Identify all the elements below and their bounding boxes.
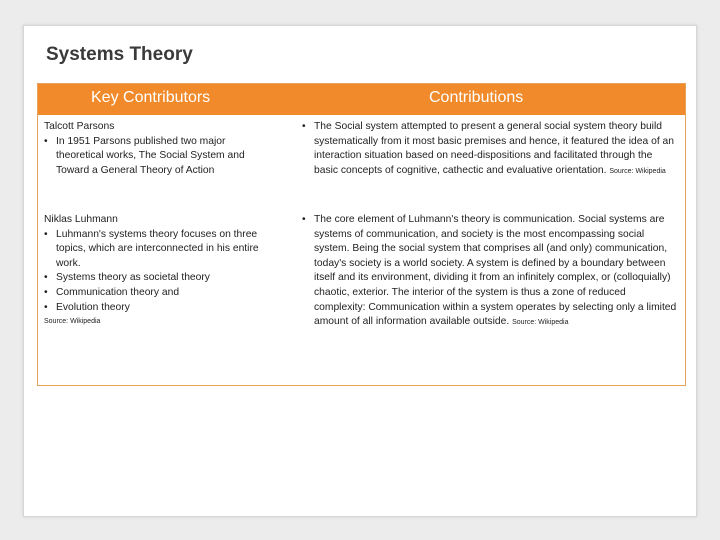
row1-contributor-cell: [44, 120, 272, 178]
bullet-item: • Luhmann's systems theory focuses on three topics, which are interconnected in his entire work.: [44, 228, 272, 272]
source-note: Source: Wikipedia: [44, 318, 101, 326]
table-header: [38, 84, 685, 115]
bullet-item: • In 1951 Parsons published two major theoretical works, The Social System and Toward a General Theory of Action: [44, 135, 272, 179]
contribution-bullets: [302, 120, 678, 179]
contributor-bullets: [44, 135, 272, 179]
header-key-contributors: Key Contributors: [91, 89, 211, 106]
contribution-text: The core element of Luhmann's theory is communication. Social systems are systems of communication, and society is the most encompassing social system. Being the social system that comprises all (and only) communication, today's society is a world society. A system is defined by a boundary between itself and its environment, dividing it from an infinitely complex, or (colloquially) chaotic, exterior. The interior of the system is thus a zone of reduced complexity: Communication within a system operates by selecting only a limited amount of all information available outside.: [314, 214, 677, 328]
source-note: Source: Wikipedia: [512, 319, 569, 327]
contributor-bullets: [44, 228, 272, 316]
contributors-table: [37, 83, 686, 386]
bullet-item: • Evolution theory: [44, 301, 272, 316]
header-contributions: Contributions: [429, 89, 524, 106]
contribution-bullets: [302, 213, 678, 331]
source-note: Source: Wikipedia: [609, 167, 666, 175]
bullet-item: [302, 120, 678, 179]
contribution-text: The Social system attempted to present a general social system theory build systematically from it most basic premises and hence, it featured the idea of an interaction situation based on need-dispositions and facilitated through the basic concepts of cognitive, cathectic and evaluative orientation.: [314, 121, 674, 176]
contributor-name: Talcott Parsons: [44, 121, 115, 132]
page-title: Systems Theory: [46, 44, 193, 65]
bullet-item: [302, 213, 678, 331]
slide: [23, 25, 697, 517]
bullet-item: • Systems theory as societal theory: [44, 271, 272, 286]
row2-contributor-cell: [44, 213, 272, 330]
contributor-name: Niklas Luhmann: [44, 214, 118, 225]
row1-contribution-cell: [302, 120, 678, 179]
row2-contribution-cell: [302, 213, 678, 331]
bullet-item: • Communication theory and: [44, 286, 272, 301]
